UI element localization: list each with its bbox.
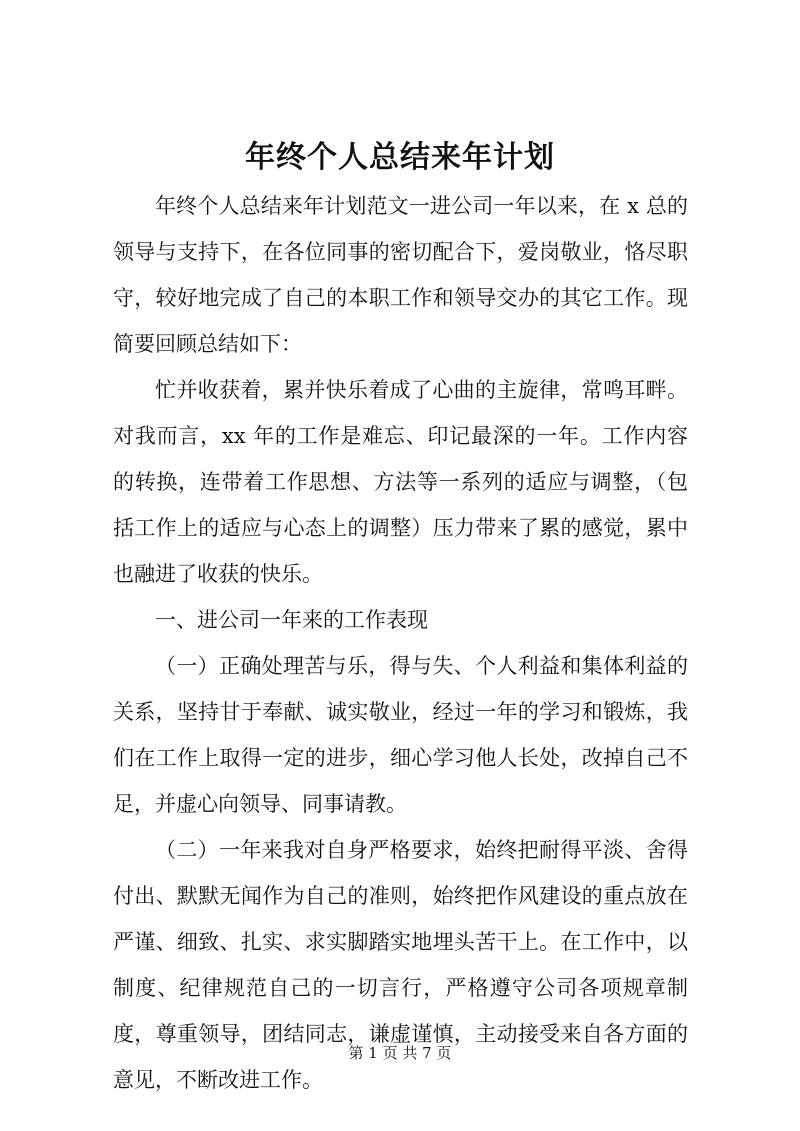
page-footer: 第 1 页 共 7 页 — [348, 1044, 452, 1062]
section-heading: 一、进公司一年来的工作表现 — [155, 608, 428, 632]
document-title: 年终个人总结来年计划 — [245, 140, 555, 175]
paragraph-item-two: （二）一年来我对自身严格要求，始终把耐得平淡、舍得付出、默默无闻作为自己的准则，始终把作风建设的重点放在严谨、细致、扎实、求实脚踏实地埋头苦干上。在工作中，以制度、纪律规范自己的一切言行，严格遵守公司各项规章制度，尊重领导，团结同志，谦虚谨慎，主动接受来自各方面的意见，不断改进工作。 — [113, 838, 688, 1092]
paragraph-intro: 年终个人总结来年计划范文一进公司一年以来，在 x 总的领导与支持下，在各位同事的密切配合下，爱岗敬业，恪尽职守，较好地完成了自己的本职工作和领导交办的其它工作。现简要回顾总结如下： — [113, 194, 688, 356]
paragraph-reflection: 忙并收获着，累并快乐着成了心曲的主旋律，常鸣耳畔。对我而言，xx 年的工作是难忘、印记最深的一年。工作内容的转换，连带着工作思想、方法等一系列的适应与调整，（包括工作上的适应与心态上的调整）压力带来了累的感觉，累中也融进了收获的快乐。 — [113, 378, 688, 586]
paragraph-item-one: （一）正确处理苦与乐，得与失、个人利益和集体利益的关系，坚持甘于奉献、诚实敬业，经过一年的学习和锻炼，我们在工作上取得一定的进步，细心学习他人长处，改掉自己不足，并虚心向领导、同事请教。 — [113, 654, 688, 816]
document-body — [113, 183, 688, 1103]
